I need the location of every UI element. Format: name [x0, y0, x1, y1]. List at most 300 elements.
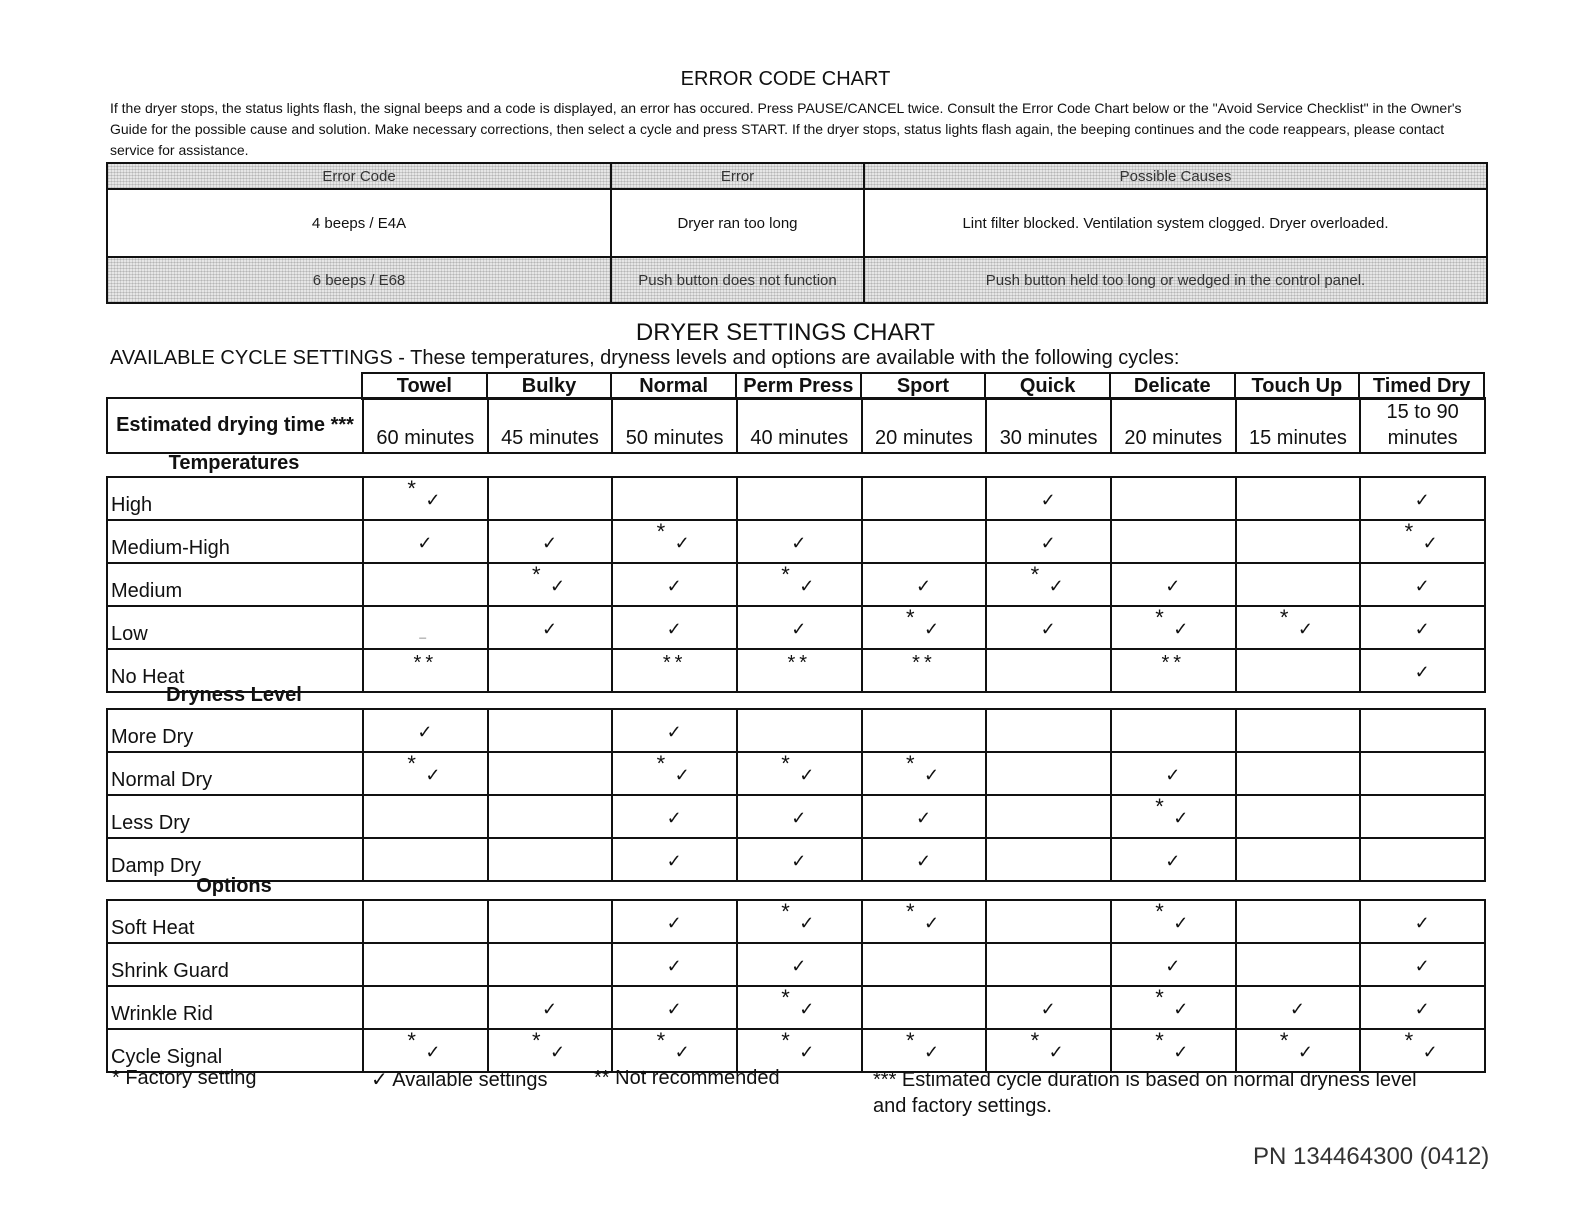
- check-icon: ✓: [674, 1042, 690, 1062]
- setting-mark: [1143, 796, 1203, 832]
- table-row: [107, 943, 1485, 986]
- setting-cell: [1111, 520, 1236, 563]
- estimated-time-cell: 40 minutes: [737, 398, 862, 453]
- error-chart-title: ERROR CODE CHART: [680, 68, 891, 90]
- factory-setting-star: *: [781, 899, 790, 924]
- setting-cell: [1111, 986, 1236, 1029]
- estimated-time-cell: 15 to 90 minutes: [1360, 398, 1485, 453]
- table-row: [107, 520, 1485, 563]
- setting-cell: [363, 606, 488, 649]
- estimated-time-cell: 50 minutes: [612, 398, 737, 453]
- setting-cell: [1360, 986, 1485, 1029]
- table-row: [107, 257, 1487, 303]
- setting-cell: [363, 838, 488, 881]
- setting-cell: [737, 709, 862, 752]
- setting-cell: [737, 606, 862, 649]
- setting-cell: [737, 1029, 862, 1072]
- setting-cell: [612, 606, 737, 649]
- setting-cell: [1360, 838, 1485, 881]
- check-icon: ✓: [1297, 1042, 1314, 1062]
- setting-mark: [395, 478, 455, 514]
- row-label: Medium-High: [107, 520, 363, 563]
- setting-mark: [1268, 1030, 1328, 1066]
- setting-mark: [395, 521, 455, 557]
- row-label: Less Dry: [107, 795, 363, 838]
- setting-mark: [769, 796, 829, 832]
- table-row: [107, 563, 1485, 606]
- setting-mark: [894, 901, 954, 937]
- estimated-time-cell: 15 minutes: [1236, 398, 1361, 453]
- setting-cell: [1236, 649, 1361, 692]
- setting-cell: [1360, 606, 1485, 649]
- setting-cell: [1360, 900, 1485, 943]
- cycle-header-perm-press: Perm Press: [736, 373, 861, 399]
- setting-cell: [1111, 477, 1236, 520]
- setting-cell: [1236, 709, 1361, 752]
- setting-cell: [1360, 563, 1485, 606]
- setting-cell: [1360, 1029, 1485, 1072]
- setting-cell: [862, 838, 987, 881]
- setting-cell: [1111, 606, 1236, 649]
- section-label-temperatures: Temperatures: [168, 452, 300, 474]
- factory-setting-star: *: [1279, 605, 1289, 630]
- row-label: No Heat: [107, 649, 363, 692]
- check-icon: ✓: [666, 999, 682, 1019]
- setting-mark: [1143, 839, 1203, 875]
- dryness-table: [106, 708, 1486, 882]
- setting-cell: [1111, 1029, 1236, 1072]
- check-icon: ✓: [666, 619, 682, 639]
- setting-mark: [1268, 607, 1328, 643]
- legend-factory-setting: * Factory setting: [112, 1067, 257, 1089]
- setting-cell: [363, 709, 488, 752]
- error-code-cell: 4 beeps / E4A: [107, 189, 611, 257]
- setting-cell: [1236, 477, 1361, 520]
- check-icon: ✓: [674, 765, 690, 785]
- setting-cell: [488, 943, 613, 986]
- setting-cell: [363, 900, 488, 943]
- check-icon: ✓: [674, 533, 690, 553]
- table-row: [107, 752, 1485, 795]
- check-icon: ✓: [1173, 1042, 1189, 1062]
- check-icon: ✓: [541, 533, 558, 553]
- setting-cell: [363, 943, 488, 986]
- setting-mark: [1019, 987, 1079, 1023]
- check-icon: ✓: [1165, 576, 1181, 596]
- check-icon: ✓: [666, 722, 682, 742]
- check-icon: ✓: [425, 490, 441, 510]
- check-icon: ✓: [417, 533, 433, 553]
- setting-mark: [395, 607, 455, 643]
- cycle-header-normal: Normal: [611, 373, 736, 399]
- table-row: [107, 795, 1485, 838]
- check-icon: ✓: [791, 808, 807, 828]
- check-icon: ✓: [425, 1042, 441, 1062]
- setting-cell: [862, 649, 987, 692]
- setting-mark: [1393, 478, 1453, 514]
- check-icon: ✓: [799, 999, 815, 1019]
- setting-cell: [363, 795, 488, 838]
- not-recommended-mark: **: [413, 652, 438, 674]
- setting-mark: [769, 521, 829, 557]
- factory-setting-star: *: [1404, 519, 1414, 544]
- setting-cell: [612, 1029, 737, 1072]
- check-icon: ✓: [915, 576, 932, 596]
- check-icon: ✓: [791, 956, 807, 976]
- setting-mark: [1393, 564, 1453, 600]
- setting-cell: [986, 986, 1111, 1029]
- setting-mark: [1143, 753, 1203, 789]
- setting-mark: [520, 564, 580, 600]
- setting-cell: [1236, 1029, 1361, 1072]
- check-icon: ✓: [1165, 851, 1181, 871]
- setting-mark: [520, 607, 580, 643]
- setting-mark: [769, 607, 829, 643]
- setting-cell: [1360, 520, 1485, 563]
- check-icon: ✓: [791, 619, 807, 639]
- cycle-header-touch-up: Touch Up: [1235, 373, 1360, 399]
- setting-cell: [986, 606, 1111, 649]
- setting-cell: [488, 752, 613, 795]
- setting-cell: [488, 563, 613, 606]
- setting-mark: [1393, 1030, 1453, 1066]
- setting-cell: [1111, 563, 1236, 606]
- unavailable-mark: _: [419, 625, 427, 639]
- factory-setting-star: *: [905, 1028, 915, 1053]
- setting-mark: [1143, 901, 1203, 937]
- setting-cell: [363, 752, 488, 795]
- setting-cell: [363, 1029, 488, 1072]
- setting-mark: [769, 753, 829, 789]
- setting-cell: [612, 986, 737, 1029]
- estimated-time-label: Estimated drying time ***: [107, 398, 363, 453]
- check-icon: ✓: [1173, 913, 1189, 933]
- setting-mark: [769, 564, 829, 600]
- factory-setting-star: *: [656, 519, 666, 544]
- check-icon: ✓: [417, 722, 433, 742]
- setting-cell: [1360, 649, 1485, 692]
- factory-setting-star: *: [1155, 985, 1164, 1010]
- setting-cell: [1236, 900, 1361, 943]
- setting-cell: [488, 1029, 613, 1072]
- setting-cell: [862, 477, 987, 520]
- temperatures-table: [106, 476, 1486, 693]
- causes-cell: Lint filter blocked. Ventilation system clogged. Dryer overloaded.: [864, 189, 1487, 257]
- setting-mark: [645, 607, 705, 643]
- setting-cell: [488, 838, 613, 881]
- check-icon: ✓: [1297, 619, 1314, 639]
- setting-cell: [986, 709, 1111, 752]
- setting-cell: [612, 709, 737, 752]
- estimated-time-cell: 60 minutes: [363, 398, 488, 453]
- setting-mark: [894, 1030, 954, 1066]
- section-label-dryness: Dryness Level: [166, 684, 302, 706]
- setting-cell: [862, 1029, 987, 1072]
- factory-setting-star: *: [1155, 899, 1164, 924]
- setting-cell: [986, 752, 1111, 795]
- setting-cell: [1360, 477, 1485, 520]
- check-icon: ✓: [791, 851, 807, 871]
- setting-cell: [612, 795, 737, 838]
- factory-setting-star: *: [407, 1028, 416, 1053]
- setting-cell: [363, 520, 488, 563]
- check-icon: ✓: [1165, 765, 1181, 785]
- setting-mark: [894, 650, 954, 686]
- cycle-header-timed-dry: Timed Dry: [1359, 373, 1484, 399]
- setting-mark: [1393, 944, 1453, 980]
- setting-mark: [894, 564, 954, 600]
- setting-mark: [1143, 944, 1203, 980]
- setting-cell: [488, 606, 613, 649]
- setting-mark: [395, 710, 455, 746]
- header-possible-causes: Possible Causes: [864, 163, 1487, 189]
- setting-mark: [1143, 650, 1203, 686]
- setting-mark: [1143, 987, 1203, 1023]
- setting-cell: [1236, 986, 1361, 1029]
- setting-mark: [769, 987, 829, 1023]
- setting-cell: [737, 520, 862, 563]
- setting-mark: [769, 839, 829, 875]
- setting-mark: [1393, 607, 1453, 643]
- check-icon: ✓: [1048, 1042, 1064, 1062]
- check-icon: ✓: [1414, 956, 1430, 976]
- check-icon: ✓: [666, 576, 682, 596]
- check-icon: ✓: [915, 851, 932, 871]
- estimated-time-cell: 30 minutes: [986, 398, 1111, 453]
- estimated-time-table: [106, 397, 1486, 454]
- setting-cell: [737, 838, 862, 881]
- setting-cell: [612, 838, 737, 881]
- error-cell: Push button does not function: [611, 257, 864, 303]
- setting-mark: [1143, 1030, 1203, 1066]
- setting-cell: [1236, 795, 1361, 838]
- table-row: [107, 709, 1485, 752]
- setting-cell: [986, 520, 1111, 563]
- check-icon: ✓: [666, 851, 682, 871]
- error-chart-intro: If the dryer stops, the status lights flash, the signal beeps and a code is displayed, an error has occured. Press PAUSE/CANCEL twice. Consult the Error Code Chart below or the "Avoid Service Checklist" in the Owner's Guide for the possible cause and solution. Make necessary corrections, then select a cycle and press START. If the dryer stops, status lights flash again, the beeping continues and the code reappears, please contact service for assistance.: [110, 100, 1462, 158]
- check-icon: ✓: [425, 765, 441, 785]
- setting-cell: [862, 752, 987, 795]
- table-row: [107, 189, 1487, 257]
- setting-mark: [769, 650, 829, 686]
- setting-mark: [1268, 987, 1328, 1023]
- setting-cell: [612, 477, 737, 520]
- table-row: [107, 900, 1485, 943]
- check-icon: ✓: [666, 913, 682, 933]
- setting-cell: [1236, 563, 1361, 606]
- factory-setting-star: *: [531, 1028, 541, 1053]
- setting-cell: [986, 649, 1111, 692]
- setting-mark: [645, 901, 705, 937]
- check-icon: ✓: [923, 619, 940, 639]
- setting-mark: [1393, 521, 1453, 557]
- factory-setting-star: *: [781, 985, 790, 1010]
- factory-setting-star: *: [407, 476, 416, 501]
- check-icon: ✓: [1173, 619, 1189, 639]
- setting-cell: [612, 900, 737, 943]
- setting-cell: [737, 943, 862, 986]
- setting-cell: [1236, 943, 1361, 986]
- check-icon: ✓: [1048, 576, 1064, 596]
- cycle-header-quick: Quick: [985, 373, 1110, 399]
- row-label: Cycle Signal: [107, 1029, 363, 1072]
- options-table: [106, 899, 1486, 1073]
- row-label: Shrink Guard: [107, 943, 363, 986]
- setting-cell: [488, 649, 613, 692]
- setting-cell: [737, 795, 862, 838]
- check-icon: ✓: [799, 1042, 815, 1062]
- factory-setting-star: *: [781, 751, 790, 776]
- factory-setting-star: *: [781, 1028, 790, 1053]
- header-error-code: Error Code: [107, 163, 611, 189]
- setting-cell: [1236, 838, 1361, 881]
- factory-setting-star: *: [905, 605, 915, 630]
- setting-cell: [862, 943, 987, 986]
- setting-cell: [986, 563, 1111, 606]
- cycle-header-towel: Towel: [362, 373, 487, 399]
- check-icon: ✓: [799, 576, 815, 596]
- setting-cell: [737, 986, 862, 1029]
- factory-setting-star: *: [1155, 794, 1164, 819]
- legend-not-recommended: ** Not recommended: [594, 1067, 780, 1089]
- setting-mark: [894, 839, 954, 875]
- factory-setting-star: *: [1404, 1028, 1414, 1053]
- setting-cell: [488, 986, 613, 1029]
- factory-setting-star: *: [656, 1028, 666, 1053]
- setting-mark: [894, 753, 954, 789]
- part-number: PN 134464300 (0412): [1253, 1143, 1490, 1170]
- estimated-time-row: [107, 398, 1485, 453]
- setting-mark: [894, 607, 954, 643]
- setting-cell: [986, 900, 1111, 943]
- factory-setting-star: *: [781, 562, 790, 587]
- setting-cell: [1111, 709, 1236, 752]
- check-icon: ✓: [666, 808, 682, 828]
- setting-cell: [488, 520, 613, 563]
- check-icon: ✓: [1173, 999, 1189, 1019]
- cycle-header-sport: Sport: [861, 373, 986, 399]
- not-recommended-mark: **: [1161, 652, 1186, 674]
- error-code-cell: 6 beeps / E68: [107, 257, 611, 303]
- check-icon: ✓: [541, 999, 558, 1019]
- setting-cell: [612, 752, 737, 795]
- setting-mark: [1019, 521, 1079, 557]
- row-label: Medium: [107, 563, 363, 606]
- setting-cell: [737, 900, 862, 943]
- setting-cell: [986, 838, 1111, 881]
- setting-mark: [645, 1030, 705, 1066]
- cycle-header-row: [362, 373, 1484, 399]
- check-icon: ✓: [799, 913, 815, 933]
- check-icon: ✓: [915, 808, 932, 828]
- not-recommended-mark: **: [662, 652, 687, 674]
- setting-cell: [862, 900, 987, 943]
- setting-cell: [862, 795, 987, 838]
- setting-mark: [645, 944, 705, 980]
- setting-cell: [363, 986, 488, 1029]
- setting-mark: [645, 521, 705, 557]
- cycle-header-delicate: Delicate: [1110, 373, 1235, 399]
- check-icon: ✓: [1422, 533, 1438, 553]
- factory-setting-star: *: [1279, 1028, 1289, 1053]
- setting-mark: [769, 944, 829, 980]
- check-icon: ✓: [923, 913, 940, 933]
- setting-cell: [862, 986, 987, 1029]
- setting-mark: [894, 796, 954, 832]
- setting-cell: [1111, 900, 1236, 943]
- setting-cell: [488, 709, 613, 752]
- factory-setting-star: *: [905, 751, 915, 776]
- setting-cell: [986, 943, 1111, 986]
- setting-mark: [395, 650, 455, 686]
- row-label: Soft Heat: [107, 900, 363, 943]
- setting-cell: [1360, 795, 1485, 838]
- check-icon: ✓: [1422, 1042, 1438, 1062]
- legend-estimated-duration: *** Estimated cycle duration is based on normal dryness level and factory settings.: [873, 1069, 1417, 1117]
- setting-cell: [737, 649, 862, 692]
- setting-mark: [1393, 901, 1453, 937]
- setting-cell: [612, 520, 737, 563]
- check-icon: ✓: [923, 765, 940, 785]
- setting-cell: [612, 563, 737, 606]
- settings-chart-intro: AVAILABLE CYCLE SETTINGS - These temperatures, dryness levels and options are available with the following cycles:: [110, 347, 1180, 369]
- check-icon: ✓: [1173, 808, 1189, 828]
- factory-setting-star: *: [1030, 1028, 1040, 1053]
- setting-mark: [395, 753, 455, 789]
- row-label: Low: [107, 606, 363, 649]
- row-label: Wrinkle Rid: [107, 986, 363, 1029]
- setting-mark: [645, 710, 705, 746]
- setting-mark: [1019, 1030, 1079, 1066]
- setting-cell: [737, 477, 862, 520]
- setting-cell: [488, 900, 613, 943]
- setting-mark: [645, 753, 705, 789]
- setting-cell: [363, 563, 488, 606]
- setting-mark: [1393, 650, 1453, 686]
- check-icon: ✓: [1414, 576, 1430, 596]
- check-icon: ✓: [1414, 490, 1430, 510]
- setting-mark: [520, 987, 580, 1023]
- causes-cell: Push button held too long or wedged in the control panel.: [864, 257, 1487, 303]
- check-icon: ✓: [666, 956, 682, 976]
- setting-cell: [1236, 606, 1361, 649]
- setting-mark: [645, 650, 705, 686]
- setting-cell: [1111, 795, 1236, 838]
- check-icon: ✓: [1414, 913, 1430, 933]
- setting-mark: [769, 1030, 829, 1066]
- error-table-header-row: [107, 163, 1487, 189]
- factory-setting-star: *: [531, 562, 541, 587]
- setting-mark: [645, 987, 705, 1023]
- error-cell: Dryer ran too long: [611, 189, 864, 257]
- setting-cell: [862, 563, 987, 606]
- setting-mark: [1143, 564, 1203, 600]
- setting-cell: [862, 709, 987, 752]
- factory-setting-star: *: [1155, 1028, 1164, 1053]
- estimated-time-cell: 20 minutes: [862, 398, 987, 453]
- not-recommended-mark: **: [912, 652, 936, 674]
- setting-mark: [645, 564, 705, 600]
- check-icon: ✓: [549, 576, 566, 596]
- check-icon: ✓: [1040, 999, 1056, 1019]
- setting-mark: [1019, 564, 1079, 600]
- setting-cell: [737, 563, 862, 606]
- setting-cell: [1111, 752, 1236, 795]
- row-label: High: [107, 477, 363, 520]
- setting-cell: [986, 1029, 1111, 1072]
- factory-setting-star: *: [1155, 605, 1164, 630]
- factory-setting-star: *: [656, 751, 666, 776]
